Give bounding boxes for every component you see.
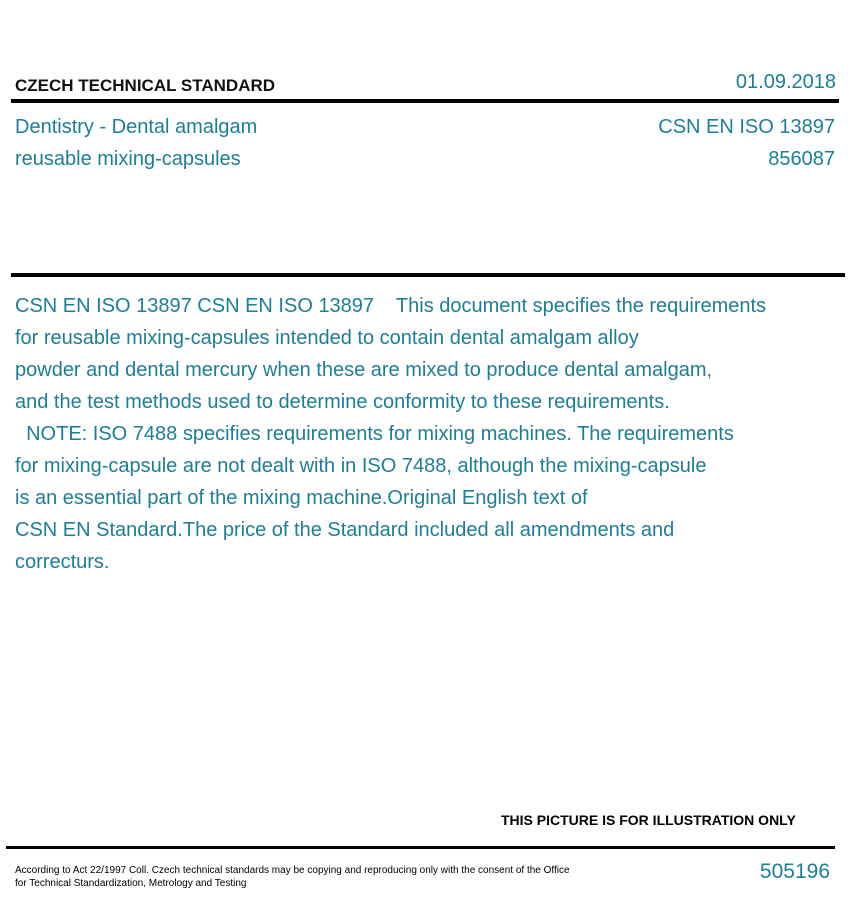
description-line: CSN EN ISO 13897 CSN EN ISO 13897 This document specifies the requirements	[15, 295, 767, 317]
catalog-number: 856087	[768, 148, 835, 170]
standard-title-line-2: reusable mixing-capsules	[15, 148, 241, 170]
footer-divider	[6, 846, 835, 849]
copyright-notice	[15, 864, 570, 890]
document-id: 505196	[759, 860, 830, 883]
publication-date: 01.09.2018	[735, 71, 836, 93]
section-divider	[11, 273, 845, 277]
illustration-disclaimer: THIS PICTURE IS FOR ILLUSTRATION ONLY	[501, 812, 796, 828]
document-type-heading: CZECH TECHNICAL STANDARD	[15, 76, 276, 95]
description-line: powder and dental mercury when these are mixed to produce dental amalgam,	[15, 359, 713, 381]
standard-designation: CSN EN ISO 13897	[658, 116, 835, 138]
header-divider	[11, 99, 839, 103]
description-line: for reusable mixing-capsules intended to contain dental amalgam alloy	[15, 327, 639, 349]
standard-title-line-1: Dentistry - Dental amalgam	[15, 116, 258, 138]
description-line: is an essential part of the mixing machine.Original English text of	[15, 487, 588, 509]
copyright-notice-line: for Technical Standardization, Metrology and Testing	[15, 878, 247, 889]
description-line: for mixing-capsule are not dealt with in ISO 7488, although the mixing-capsule	[15, 455, 707, 477]
description-line: and the test methods used to determine conformity to these requirements.	[15, 391, 670, 413]
description-line: NOTE: ISO 7488 specifies requirements for mixing machines. The requirements	[15, 423, 734, 445]
description-line: correcturs.	[15, 551, 110, 573]
description-line: CSN EN Standard.The price of the Standard included all amendments and	[15, 519, 675, 541]
copyright-notice-line: According to Act 22/1997 Coll. Czech technical standards may be copying and reproducing only with the consent of the Office	[15, 865, 570, 876]
standard-description	[15, 290, 835, 578]
